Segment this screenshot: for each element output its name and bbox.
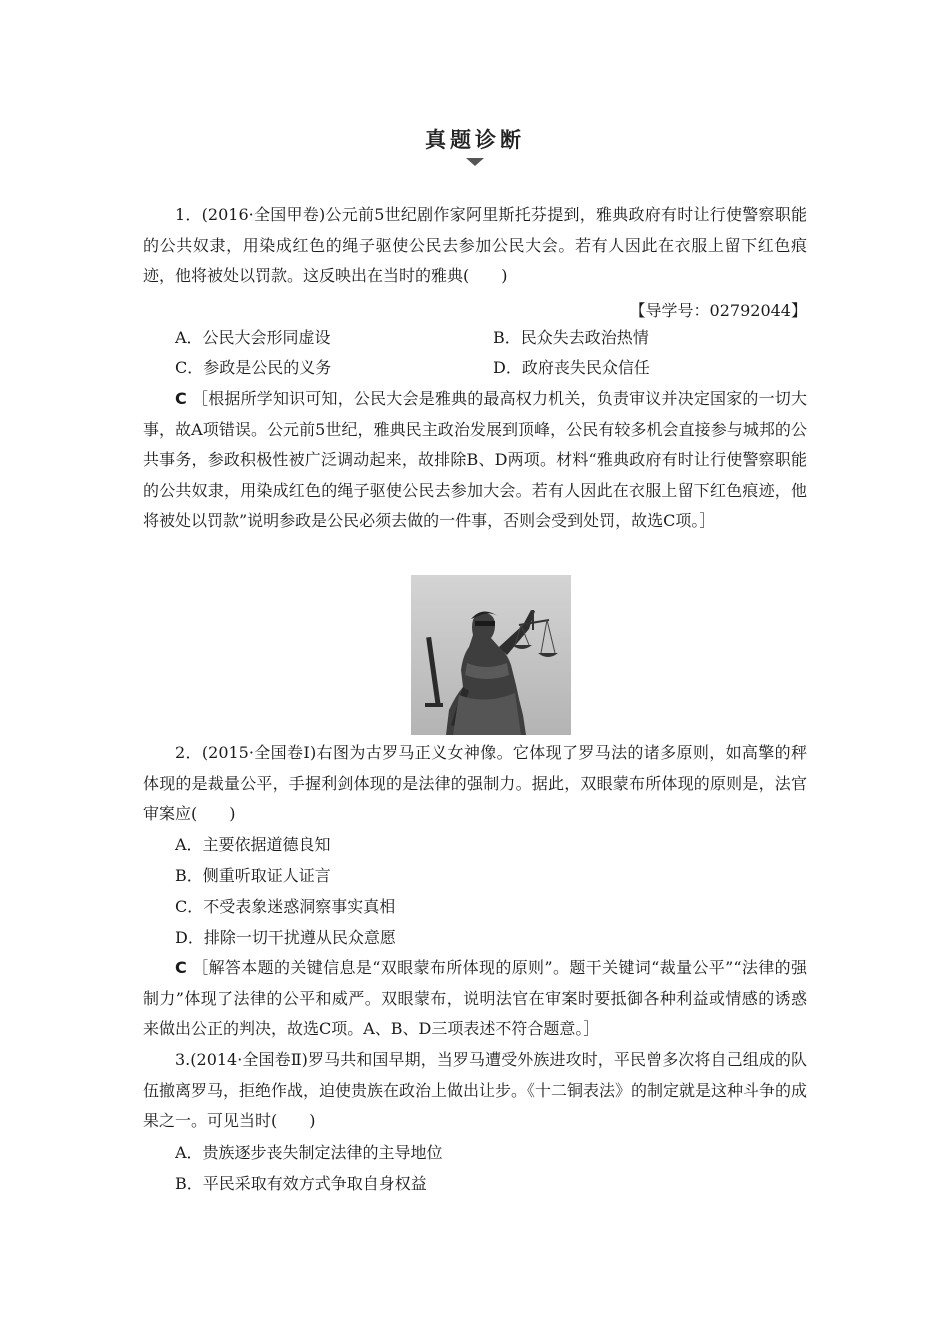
- q1-answer: C: [175, 389, 187, 408]
- section-title: 真题诊断: [425, 128, 525, 152]
- section-heading: [143, 124, 807, 166]
- q1-answer-block: [143, 384, 807, 537]
- q1-option-c: C．参政是公民的义务: [175, 358, 332, 377]
- q1-guide-number: 【导学号：02792044】: [629, 301, 807, 320]
- justice-statue-icon: [411, 575, 571, 735]
- q1-stem: 1．(2016·全国甲卷)公元前5世纪剧作家阿里斯托芬提到，雅典政府有时让行使警察职能的公共奴隶，用染成红色的绳子驱使公民去参加公民大会。若有人因此在衣服上留下红色痕迹，他将被处以罚款。这反映出在当时的雅典( ): [143, 205, 807, 285]
- down-triangle-icon: [466, 158, 484, 166]
- q2-option-d: D．排除一切干扰遵从民众意愿: [175, 928, 396, 947]
- q1-option-b: B．民众失去政治热情: [493, 328, 649, 347]
- q2-option-c: C．不受表象迷惑洞察事实真相: [175, 897, 396, 916]
- q3-option-b: B．平民采取有效方式争取自身权益: [175, 1174, 427, 1193]
- q2-stem: 2．(2015·全国卷Ⅰ)右图为古罗马正义女神像。它体现了罗马法的诸多原则，如高擎的秤体现的是裁量公平，手握利剑体现的是法律的强制力。据此，双眼蒙布所体现的原则是，法官审案应( ): [143, 743, 807, 823]
- q1-explanation: ［根据所学知识可知，公民大会是雅典的最高权力机关，负责审议并决定国家的一切大事，故A项错误。公元前5世纪，雅典民主政治发展到顶峰，公民有较多机会直接参与城邦的公共事务，参政积极性被广泛调动起来，故排除B、D两项。材料“雅典政府有时让行使警察职能的公共奴隶，用染成红色的绳子驱使公民去参加大会。若有人因此在衣服上留下红色痕迹，他将被处以罚款”说明参政是公民必须去做的一件事，否则会受到处罚，故选C项。］: [143, 389, 807, 530]
- q3-stem: 3.(2014·全国卷Ⅱ)罗马共和国早期，当罗马遭受外族进攻时，平民曾多次将自己组成的队伍撤离罗马，拒绝作战，迫使贵族在政治上做出让步。《十二铜表法》的制定就是这种斗争的成果之一。可见当时( ): [143, 1050, 808, 1130]
- q1-option-d: D．政府丧失民众信任: [493, 358, 650, 377]
- q2-answer: C: [175, 958, 187, 977]
- q2-option-a: A．主要依据道德良知: [175, 835, 331, 854]
- q1-option-a: A．公民大会形同虚设: [175, 328, 331, 347]
- q2-option-b: B．侧重听取证人证言: [175, 866, 331, 885]
- q3-option-a: A．贵族逐步丧失制定法律的主导地位: [175, 1143, 443, 1162]
- justice-statue-image: [411, 575, 571, 735]
- q2-explanation: ［解答本题的关键信息是“双眼蒙布所体现的原则”。题干关键词“裁量公平”“法律的强制力”体现了法律的公平和威严。双眼蒙布，说明法官在审案时要抵御各种利益或情感的诱惑来做出公正的判决，故选C项。A、B、D三项表述不符合题意。］: [143, 958, 807, 1038]
- q2-answer-block: [143, 953, 807, 1045]
